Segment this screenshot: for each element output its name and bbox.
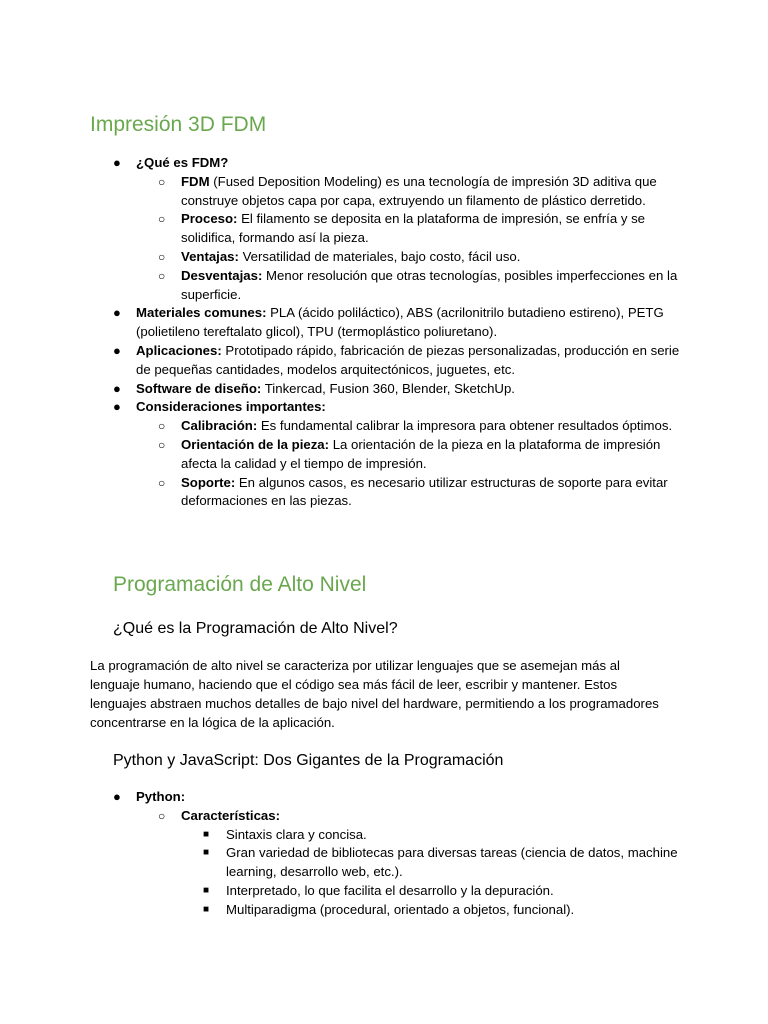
python-list	[90, 788, 690, 920]
list-item: ○ Orientación de la pieza: La orientación de la pieza en la plataforma de impresión afecta la calidad y el tiempo de impresión.	[158, 436, 661, 471]
list-item: ● Materiales comunes: PLA (ácido poliláctico), ABS (acrilonitrilo butadieno estireno), PETG (polietileno tereftalato glicol), TPU (termoplástico poliuretano).	[113, 305, 664, 340]
subheading-what: ¿Qué es la Programación de Alto Nivel?	[113, 620, 398, 637]
list-item: ○ Soporte: En algunos casos, es necesario utilizar estructuras de soporte para evitar deformaciones en las piezas.	[158, 474, 668, 509]
list-item: ● ¿Qué es FDM?	[90, 154, 690, 173]
heading-fdm: Impresión 3D FDM	[90, 113, 267, 136]
bullet-disc-icon: ●	[113, 305, 121, 321]
bullet-disc-icon: ●	[113, 380, 121, 396]
list-item: ● Consideraciones importantes:	[90, 398, 690, 417]
bullet-disc-icon: ●	[113, 399, 121, 415]
bullet-square-icon: ■	[203, 847, 210, 859]
bullet-circle-icon: ○	[158, 437, 166, 452]
list-item: ○ Ventajas: Versatilidad de materiales, bajo costo, fácil uso.	[90, 248, 690, 267]
list-item: ■ Interpretado, lo que facilita el desarrollo y la depuración.	[90, 882, 690, 901]
list-item: ● Python:	[90, 788, 690, 807]
list-item: ■ Gran variedad de bibliotecas para diversas tareas (ciencia de datos, machine learning, desarrollo web, etc.).	[203, 845, 678, 880]
bullet-circle-icon: ○	[158, 419, 166, 434]
list-item: ● Aplicaciones: Prototipado rápido, fabricación de piezas personalizadas, producción en serie de pequeñas cantidades, modelos arquitectónicos, juguetes, etc.	[113, 342, 680, 377]
intro-paragraph: La programación de alto nivel se caracteriza por utilizar lenguajes que se asemejan más al lenguaje humano, haciendo que el código sea más fácil de leer, escribir y mantener. Estos lenguajes abstraen muchos detalles de bajo nivel del hardware, permitiendo a los programadores concentrarse en la lógica de la aplicación.	[90, 658, 659, 730]
list-item: ○ Proceso: El filamento se deposita en la plataforma de impresión, se enfría y se solidifica, formando así la pieza.	[158, 211, 646, 246]
list-item: ● Software de diseño: Tinkercad, Fusion 360, Blender, SketchUp.	[90, 380, 690, 399]
fdm-list	[90, 154, 690, 511]
bullet-square-icon: ■	[203, 903, 210, 915]
bullet-circle-icon: ○	[158, 268, 166, 283]
subheading-python-js: Python y JavaScript: Dos Gigantes de la Programación	[113, 752, 504, 769]
list-item: ■ Multiparadigma (procedural, orientado a objetos, funcional).	[90, 901, 690, 920]
bullet-disc-icon: ●	[113, 342, 121, 358]
list-item: ○ Desventajas: Menor resolución que otras tecnologías, posibles imperfecciones en la superficie.	[158, 267, 678, 302]
bullet-square-icon: ■	[203, 828, 210, 840]
list-item: ○ FDM (Fused Deposition Modeling) es una tecnología de impresión 3D aditiva que construye objetos capa por capa, extruyendo un filamento de plástico derretido.	[158, 173, 657, 208]
bullet-circle-icon: ○	[158, 808, 166, 823]
list-item: ■ Sintaxis clara y concisa.	[90, 826, 690, 845]
bullet-circle-icon: ○	[158, 249, 166, 264]
bullet-square-icon: ■	[203, 884, 210, 896]
list-item: ○ Calibración: Es fundamental calibrar la impresora para obtener resultados óptimos.	[90, 417, 690, 436]
bullet-circle-icon: ○	[158, 212, 166, 227]
bullet-circle-icon: ○	[158, 174, 166, 189]
bullet-circle-icon: ○	[158, 475, 166, 490]
bullet-disc-icon: ●	[113, 789, 121, 804]
heading-programacion: Programación de Alto Nivel	[113, 573, 367, 596]
list-item: ○ Características:	[90, 807, 690, 826]
bullet-disc-icon: ●	[113, 155, 121, 170]
